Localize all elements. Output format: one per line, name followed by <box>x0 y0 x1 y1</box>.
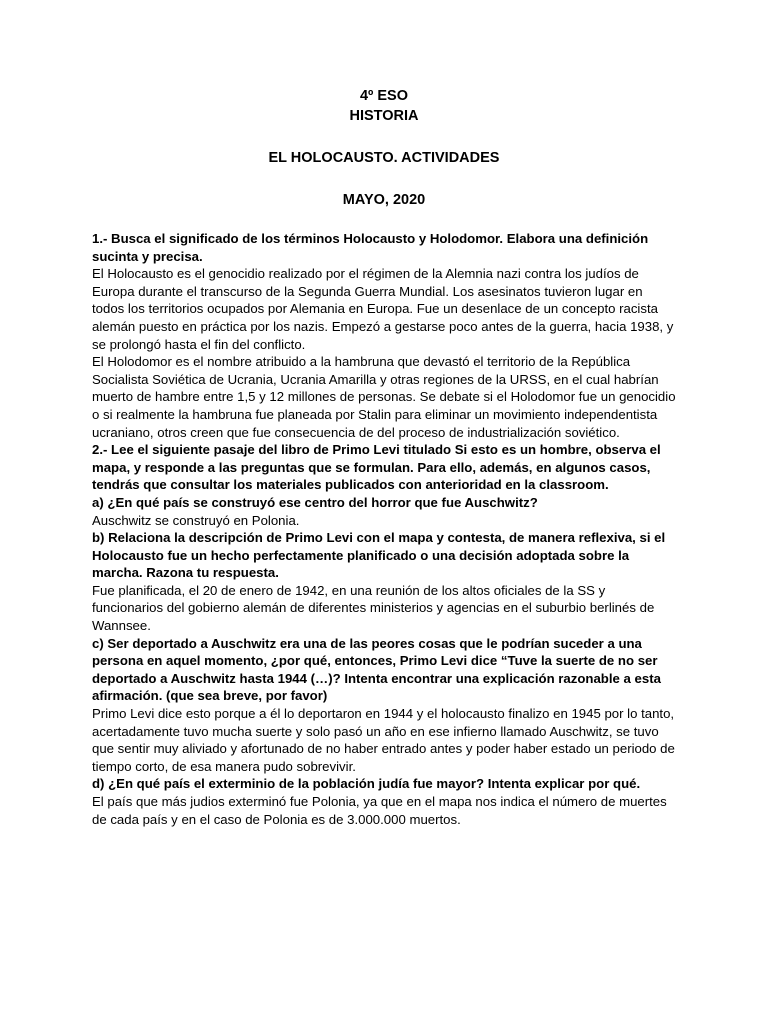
question-2b: b) Relaciona la descripción de Primo Levi con el mapa y contesta, de manera reflexiva, si el Holocausto fue un hecho perfectamente planificado o una decisión adoptada sobre la marcha. Razona tu respuesta. <box>92 530 666 581</box>
answer-2d: El país que más judios exterminó fue Polonia, ya que en el mapa nos indica el número de muertes de cada país y en el caso de Polonia es de 3.000.000 muertos. <box>92 794 667 827</box>
question-2a: a) ¿En qué país se construyó ese centro del horror que fue Auschwitz? <box>92 494 538 510</box>
course-label: 4º ESO <box>359 88 408 104</box>
document-header <box>92 86 676 210</box>
document-date: MAYO, 2020 <box>342 192 426 208</box>
answer-1-holodomor: El Holodomor es el nombre atribuido a la hambruna que devastó el territorio de la República Socialista Soviética de Ucrania, Ucrania Amarilla y otras regiones de la URSS, en el cual habrían muerto de hambre entre 1,5 y 12 millones de personas. Se debate si el Holodomor fue un genocidio o si realmente la hambruna fue planeada por Stalin para eliminar un movimiento independentista ucraniano, otros creen que fue consecuencia de del proceso de industrialización soviético. <box>92 354 676 440</box>
question-2d: d) ¿En qué país el exterminio de la población judía fue mayor? Intenta explicar por qué. <box>92 776 641 792</box>
answer-2b: Fue planificada, el 20 de enero de 1942, en una reunión de los altos oficiales de la SS y funcionarios del gobierno alemán de diferentes ministerios y agencias en el suburbio berlinés de Wannsee. <box>92 582 655 634</box>
document-title: EL HOLOCAUSTO. ACTIVIDADES <box>268 150 500 166</box>
document-body <box>92 230 676 828</box>
answer-2c: Primo Levi dice esto porque a él lo deportaron en 1944 y el holocausto finalizo en 1945 por lo tanto, acertadamente tuvo mucha suerte y solo pasó un año en ese infierno llamado Auschwitz, se tuvo que sentir muy aliviado y afortunado de no haber entrado antes y poder haber estado un periodo de tiempo corto, de esa manera pudo sobrevivir. <box>92 706 675 774</box>
question-1: 1.- Busca el significado de los términos Holocausto y Holodomor. Elabora una definición sucinta y precisa. <box>92 231 649 264</box>
answer-2a: Auschwitz se construyó en Polonia. <box>92 512 300 528</box>
question-2c: c) Ser deportado a Auschwitz era una de las peores cosas que le podrían suceder a una persona en aquel momento, ¿por qué, entonces, Primo Levi dice “Tuve la suerte de no ser deportado a Auschwitz hasta 1944 (…)? Intenta encontrar una explicación razonable a esta afirmación. (que sea breve, por favor) <box>92 635 661 704</box>
question-2: 2.- Lee el siguiente pasaje del libro de Primo Levi titulado Si esto es un hombre, observa el mapa, y responde a las preguntas que se formulan. Para ello, además, en algunos casos, tendrás que consultar los materiales publicados con anterioridad en la classroom. <box>92 442 661 493</box>
subject-label: HISTORIA <box>349 108 419 124</box>
answer-1-holocausto: El Holocausto es el genocidio realizado por el régimen de la Alemnia nazi contra los judíos de Europa durante el transcurso de la Segunda Guerra Mundial. Los asesinatos tuvieron lugar en todos los territorios ocupados por Alemania en Europa. Fue un desenlace de un concepto racista alemán puesto en práctica por los nazis. Empezó a gestarse poco antes de la guerra, hacia 1938, y se prolongó hasta el fin del conflicto. <box>92 266 674 352</box>
